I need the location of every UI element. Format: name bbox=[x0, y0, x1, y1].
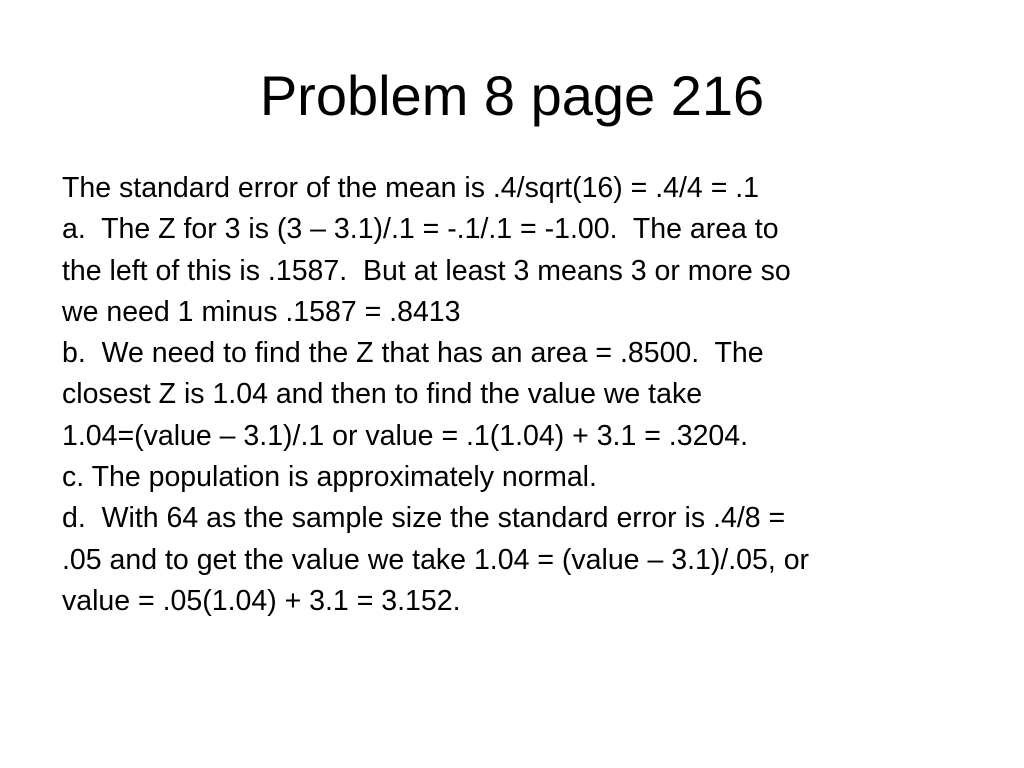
slide-title: Problem 8 page 216 bbox=[259, 64, 765, 127]
body-line-part-a-3: we need 1 minus .1587 = .8413 bbox=[62, 295, 461, 328]
body-line-part-b-2: closest Z is 1.04 and then to find the value we take bbox=[62, 378, 703, 411]
body-line-part-c: c. The population is approximately normal. bbox=[62, 461, 597, 494]
body-line-part-d-2: .05 and to get the value we take 1.04 = (value – 3.1)/.05, or bbox=[62, 543, 810, 576]
body-line-part-a-2: the left of this is .1587. But at least 3 means 3 or more so bbox=[62, 254, 791, 287]
body-line-part-a-1: a. The Z for 3 is (3 – 3.1)/.1 = -.1/.1 = -1.00. The area to bbox=[62, 213, 779, 246]
body-line-part-d-1: d. With 64 as the sample size the standard error is .4/8 = bbox=[62, 502, 786, 535]
slide-body bbox=[62, 168, 982, 622]
body-line-part-b-3: 1.04=(value – 3.1)/.1 or value = .1(1.04) + 3.1 = .3204. bbox=[62, 419, 749, 452]
body-line-part-b-1: b. We need to find the Z that has an area = .8500. The bbox=[62, 337, 764, 370]
body-line-standard-error: The standard error of the mean is .4/sqrt(16) = .4/4 = .1 bbox=[62, 172, 760, 204]
body-line-part-d-3: value = .05(1.04) + 3.1 = 3.152. bbox=[62, 584, 461, 617]
